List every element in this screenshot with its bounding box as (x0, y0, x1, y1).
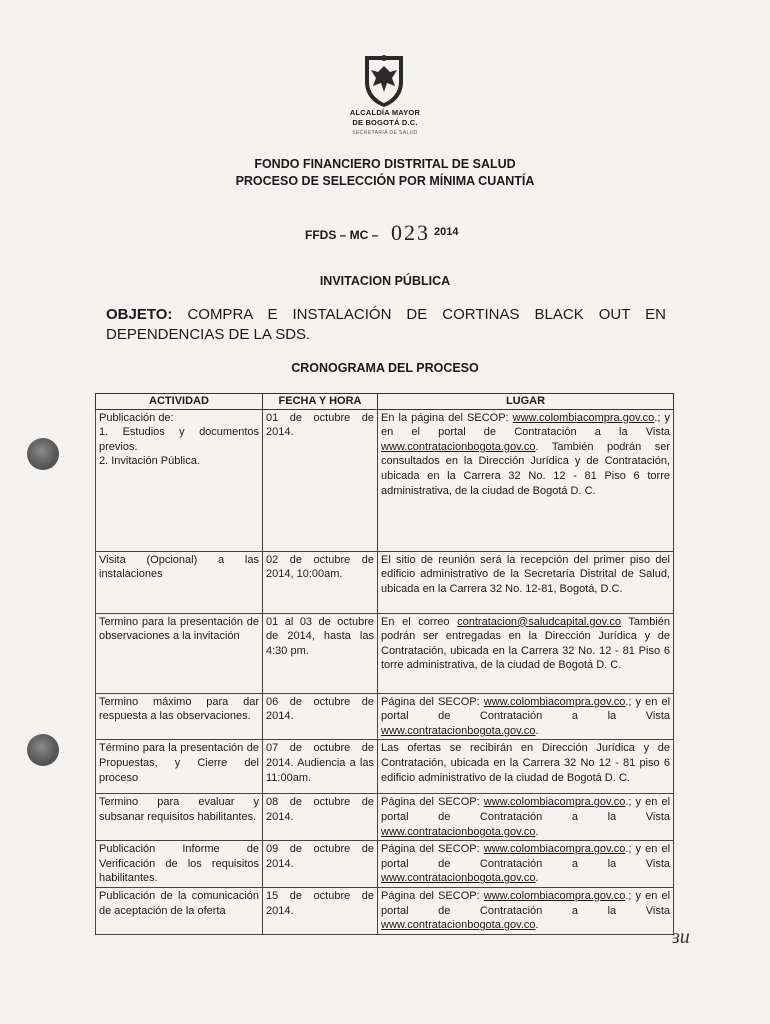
document-title: FONDO FINANCIERO DISTRITAL DE SALUD (254, 157, 516, 171)
url-link[interactable]: www.contratacionbogota.gov.co (381, 724, 536, 737)
cell-actividad: Publicación de la comunicación de aceptación de la oferta (96, 887, 263, 934)
objeto-label: OBJETO: (106, 306, 173, 323)
cell-lugar: El sitio de reunión será la recepción del primer piso del edificio administrativo de la Secretaría Distrital de Salud, ubicada en la Carrera 32 No. 12-81, Bogotá, D.C. (378, 551, 674, 613)
cell-fecha: 02 de octubre de 2014, 10:00am. (263, 551, 378, 613)
url-link[interactable]: www.contratacionbogota.gov.co (381, 872, 536, 885)
process-code-number: 023 (391, 220, 430, 245)
cell-actividad: Publicación de: 1. Estudios y documentos previos. 2. Invitación Pública. (96, 409, 263, 551)
handwritten-initials: ɜu (672, 926, 690, 948)
cell-lugar: Página del SECOP: www.colombiacompra.gov.co.; y en el portal de Contratación a la Vista www.contratacionbogota.gov.co. (378, 794, 674, 841)
column-header-actividad: ACTIVIDAD (96, 394, 263, 410)
column-header-fecha: FECHA Y HORA (263, 394, 378, 410)
cell-fecha: 01 de octubre de 2014. (263, 409, 378, 551)
cell-lugar: Página del SECOP: www.colombiacompra.gov.co.; y en el portal de Contratación a la Vista www.contratacionbogota.gov.co. (378, 841, 674, 888)
punch-hole (27, 438, 59, 470)
cell-lugar: En la página del SECOP: www.colombiacompra.gov.co.; y en el portal de Contratación a la Vista www.contratacionbogota.gov.co. También podrán ser consultados en la Dirección Jurídica y de Contratación, ubicada en la Carrera 32 No. 12 - 81 Piso 6 torre administrativa, de la ciudad de Bogotá D. C. (378, 409, 674, 551)
cell-lugar: Página del SECOP: www.colombiacompra.gov.co.; y en el portal de Contratación a la Vista www.contratacionbogota.gov.co. (378, 693, 674, 740)
objeto-line-1 (106, 305, 666, 325)
table-row (96, 887, 674, 934)
cell-fecha: 01 al 03 de octubre de 2014, hasta las 4:30 pm. (263, 613, 378, 693)
column-header-lugar: LUGAR (378, 394, 674, 410)
entity-subtitle: SECRETARIA DE SALUD (352, 130, 418, 136)
objeto-text: COMPRA E INSTALACIÓN DE CORTINAS BLACK OUT EN (187, 306, 666, 323)
cell-fecha: 08 de octubre de 2014. (263, 794, 378, 841)
cell-actividad: Visita (Opcional) a las instalaciones (96, 551, 263, 613)
coat-of-arms-icon (359, 52, 409, 108)
entity-city: DE BOGOTÁ D.C. (352, 118, 418, 127)
cronograma-table (95, 393, 674, 935)
cell-fecha: 06 de octubre de 2014. (263, 693, 378, 740)
invitation-heading: INVITACION PÚBLICA (319, 274, 451, 288)
cell-lugar: Las ofertas se recibirán en Dirección Jurídica y de Contratación, ubicada en la Carrera 32 No 12 - 81 piso 6 edificio administrativo de la ciudad de Bogotá D. C. (378, 740, 674, 794)
table-row (96, 551, 674, 613)
cell-fecha: 09 de octubre de 2014. (263, 841, 378, 888)
url-link[interactable]: www.contratacionbogota.gov.co (381, 825, 536, 838)
url-link[interactable]: contratacion@saludcapital.gov.co (457, 615, 621, 628)
cell-fecha: 07 de octubre de 2014. Audiencia a las 11:00am. (263, 740, 378, 794)
table-row (96, 841, 674, 888)
url-link[interactable]: www.colombiacompra.gov.co (512, 411, 655, 424)
cell-lugar: En el correo contratacion@saludcapital.gov.co También podrán ser entregadas en la Dirección Jurídica y de Contratación, ubicada en la Carrera 32 No. 12 - 81 Piso 6 torre administrativa, de la ciudad de Bogotá D. C. (378, 613, 674, 693)
table-row (96, 794, 674, 841)
table-row (96, 740, 674, 794)
cell-fecha: 15 de octubre de 2014. (263, 887, 378, 934)
table-row (96, 409, 674, 551)
table-row (96, 693, 674, 740)
objeto-line-2: DEPENDENCIAS DE LA SDS. (106, 326, 311, 343)
cell-actividad: Termino para evaluar y subsanar requisitos habilitantes. (96, 794, 263, 841)
entity-name: ALCALDÍA MAYOR (349, 108, 421, 117)
process-code-year: 2014 (434, 226, 459, 238)
cell-actividad: Término para la presentación de Propuestas, y Cierre del proceso (96, 740, 263, 794)
cell-actividad: Publicación Informe de Verificación de los requisitos habilitantes. (96, 841, 263, 888)
document-subtitle: PROCESO DE SELECCIÓN POR MÍNIMA CUANTÍA (235, 174, 535, 188)
cronograma-title: CRONOGRAMA DEL PROCESO (291, 361, 479, 375)
url-link[interactable]: www.contratacionbogota.gov.co (381, 919, 536, 932)
url-link[interactable]: www.colombiacompra.gov.co (483, 843, 626, 856)
url-link[interactable]: www.contratacionbogota.gov.co (381, 440, 536, 453)
cell-lugar: Página del SECOP: www.colombiacompra.gov.co.; y en el portal de Contratación a la Vista www.contratacionbogota.gov.co. (378, 887, 674, 934)
table-header-row (96, 394, 674, 410)
punch-hole (27, 734, 59, 766)
url-link[interactable]: www.colombiacompra.gov.co (483, 796, 626, 809)
url-link[interactable]: www.colombiacompra.gov.co (483, 889, 626, 902)
url-link[interactable]: www.colombiacompra.gov.co (483, 695, 626, 708)
table-row (96, 613, 674, 693)
cell-actividad: Termino máximo para dar respuesta a las observaciones. (96, 693, 263, 740)
cell-actividad: Termino para la presentación de observaciones a la invitación (96, 613, 263, 693)
process-code-prefix: FFDS – MC – (305, 228, 379, 242)
